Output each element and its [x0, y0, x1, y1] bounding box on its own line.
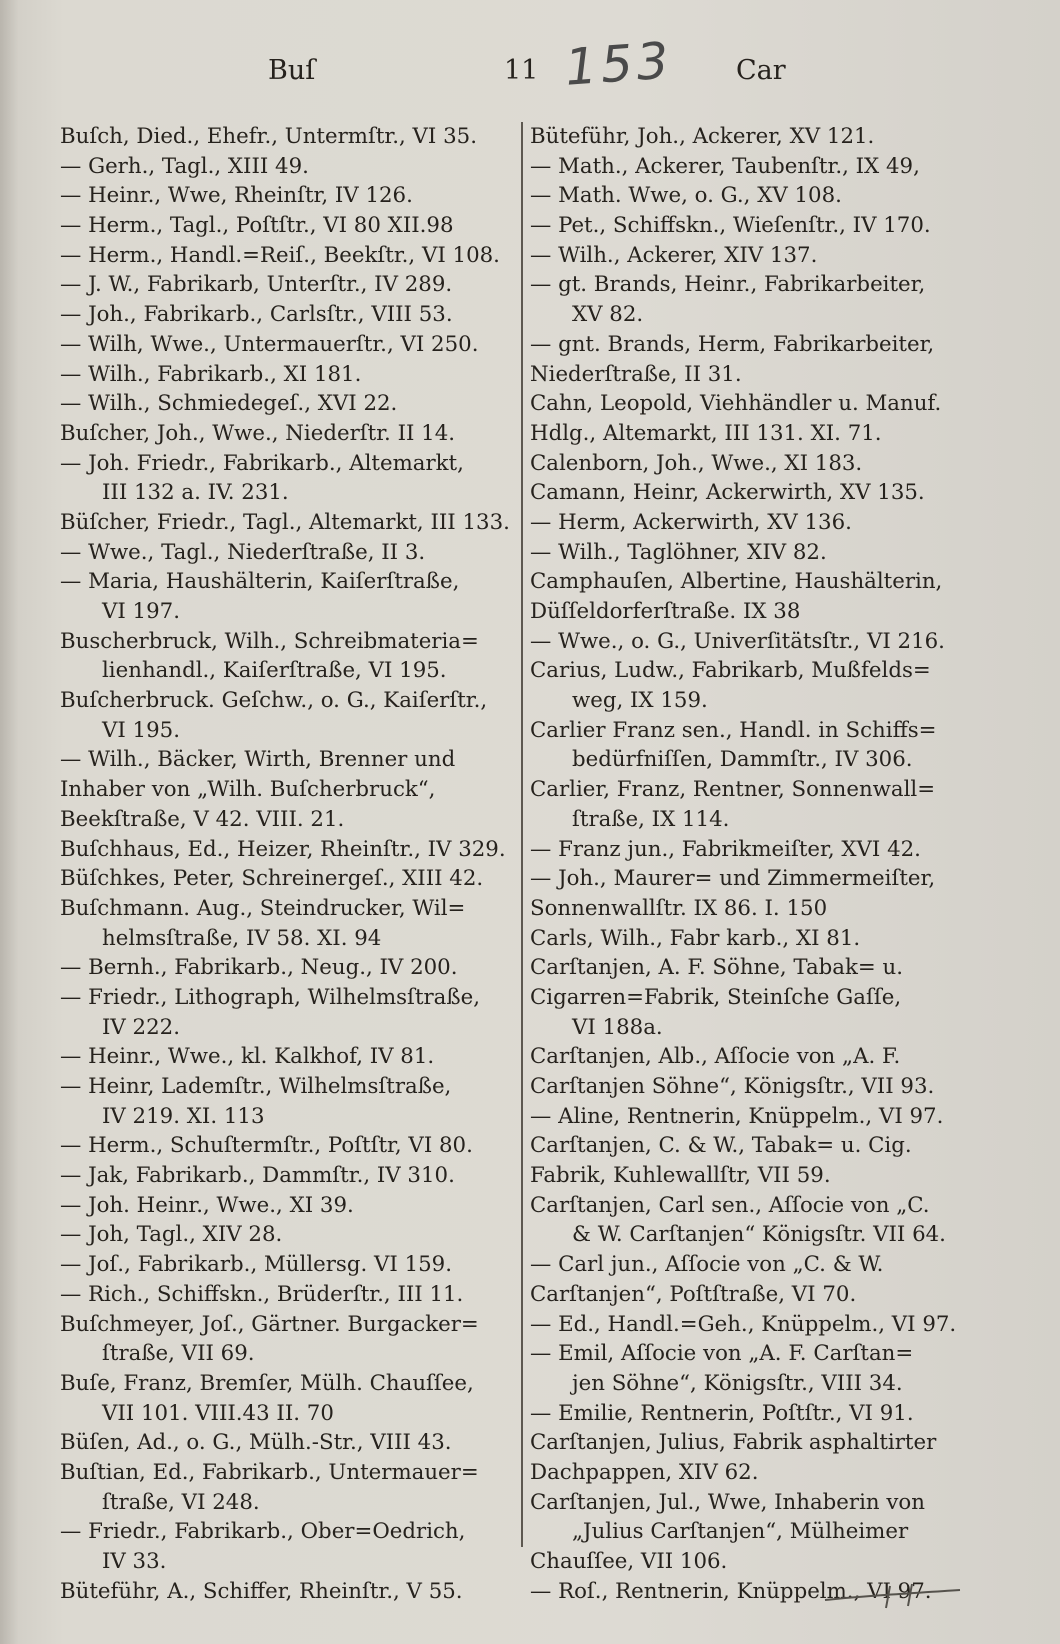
handwritten-page-number: 153 [563, 31, 675, 97]
directory-entry-line: Camann, Heinr, Ackerwirth, XV 135. [530, 480, 925, 506]
directory-entry-line: — Roſ., Rentnerin, Knüppelm., VI 97. [530, 1578, 932, 1604]
directory-entry-line: — Joh. Heinr., Wwe., XI 39. [60, 1192, 354, 1218]
directory-entry-line: Buſe, Franz, Bremſer, Mülh. Chauſſee, [60, 1370, 474, 1396]
directory-entry-line: — J. W., Fabrikarb, Unterſtr., IV 289. [60, 272, 453, 298]
directory-entry-line: Büſcher, Friedr., Tagl., Altemarkt, III 133. [60, 509, 510, 535]
directory-entry-line: — Wilh., Schmiedegeſ., XVI 22. [60, 391, 398, 417]
directory-entry-line: — Aline, Rentnerin, Knüppelm., VI 97. [530, 1103, 944, 1129]
directory-entry-line: bedürfniſſen, Dammſtr., IV 306. [572, 747, 913, 773]
directory-entry-line: Carls, Wilh., Fabr karb., XI 81. [530, 925, 861, 951]
page-header [0, 31, 1060, 97]
page-spine [0, 0, 18, 1644]
directory-entry-line: — Wwe., o. G., Univerſitätsſtr., VI 216. [530, 628, 945, 654]
directory-entry-line: Sonnenwallſtr. IX 86. I. 150 [530, 895, 828, 921]
directory-entry-line: Carſtanjen Söhne“, Königsſtr., VII 93. [530, 1074, 935, 1099]
directory-entry-line: — Wilh, Wwe., Untermauerſtr., VI 250. [60, 331, 479, 357]
directory-entry-line: — Emilie, Rentnerin, Poſtſtr., VI 91. [530, 1400, 914, 1426]
directory-entry-line: — Heinr, Lademſtr., Wilhelmsſtraße, [60, 1074, 452, 1099]
directory-entry-line: — Joh., Maurer= und Zimmermeiſter, [530, 866, 936, 892]
directory-entry-line: Buſchhaus, Ed., Heizer, Rheinſtr., IV 329. [60, 836, 506, 862]
directory-entry-line: Chauſſee, VII 106. [530, 1549, 728, 1574]
directory-entry-line: Buscherbruck, Wilh., Schreibmateria= [60, 628, 479, 654]
directory-entry-line: helmsſtraße, IV 58. XI. 94 [102, 925, 382, 951]
directory-entry-line: Cahn, Leopold, Viehhändler u. Manuf. [530, 391, 942, 417]
directory-entry-line: — Franz jun., Fabrikmeiſter, XVI 42. [530, 836, 921, 862]
directory-entry-line: Buſch, Died., Ehefr., Untermſtr., VI 35. [60, 124, 477, 149]
directory-entry-line: ſtraße, IX 114. [572, 806, 730, 832]
directory-entry-line: — Emil, Aſſocie von „A. F. Carſtan= [530, 1341, 914, 1367]
directory-entry-line: — Friedr., Lithograph, Wilhelmsſtraße, [60, 984, 480, 1010]
page-number: 11 [504, 55, 539, 86]
directory-entry-line: Cigarren=Fabrik, Steinſche Gaſſe, [530, 984, 902, 1010]
directory-entry-line: Carlier Franz sen., Handl. in Schiffs= [530, 717, 937, 743]
directory-entry-line: — Wilh., Bäcker, Wirth, Brenner und [60, 747, 456, 773]
directory-entry-line: — Herm., Schuſtermſtr., Poſtſtr, VI 80. [60, 1133, 473, 1159]
handwritten-scribble [820, 1582, 970, 1612]
directory-entry-line: — Pet., Schiffskn., Wieſenſtr., IV 170. [530, 213, 931, 239]
directory-entry-line: — gt. Brands, Heinr., Fabrikarbeiter, [530, 272, 926, 298]
directory-entry-line: Carſtanjen, C. & W., Tabak= u. Cig. [530, 1133, 912, 1159]
directory-entry-line: — Ed., Handl.=Geh., Knüppelm., VI 97. [530, 1311, 957, 1337]
directory-entry-line: — Joh., Fabrikarb., Carlsſtr., VIII 53. [60, 302, 453, 328]
directory-entry-line: — Gerh., Tagl., XIII 49. [60, 153, 309, 179]
directory-entry-line: — Heinr., Wwe, Rheinſtr, IV 126. [60, 183, 413, 209]
directory-entry-line: Fabrik, Kuhlewallſtr, VII 59. [530, 1163, 831, 1189]
directory-entry-line: III 132 a. IV. 231. [102, 480, 289, 506]
header-right-keyword: Car [736, 55, 786, 86]
directory-entry-line: Inhaber von „Wilh. Buſcherbruck“, [60, 777, 436, 803]
directory-entry-line: lienhandl., Kaiſerſtraße, VI 195. [102, 658, 447, 684]
directory-entry-line: Hdlg., Altemarkt, III 131. XI. 71. [530, 420, 882, 446]
directory-entry-line: — Bernh., Fabrikarb., Neug., IV 200. [60, 955, 458, 981]
directory-entry-line: Carius, Ludw., Fabrikarb, Mußfelds= [530, 658, 931, 684]
directory-entry-line: Carlier, Franz, Rentner, Sonnenwall= [530, 777, 936, 803]
directory-entry-line: — Rich., Schiffskn., Brüderſtr., III 11. [60, 1281, 464, 1307]
directory-entry-line: Büſchkes, Peter, Schreinergeſ., XIII 42. [60, 866, 484, 892]
directory-entry-line: IV 219. XI. 113 [102, 1103, 265, 1129]
directory-entry-line: Carſtanjen, Alb., Aſſocie von „A. F. [530, 1044, 901, 1070]
directory-entry-line: — Joh. Friedr., Fabrikarb., Altemarkt, [60, 450, 464, 476]
directory-entry-line: — Jak, Fabrikarb., Dammſtr., IV 310. [60, 1163, 455, 1189]
directory-entry-line: VI 188a. [572, 1014, 663, 1040]
directory-entry-line: — Math., Ackerer, Taubenſtr., IX 49, [530, 153, 920, 179]
directory-entry-line: Buſcherbruck. Geſchw., o. G., Kaiſerſtr., [60, 688, 488, 714]
directory-entry-line: VI 195. [102, 717, 180, 743]
directory-entry-line: Carſtanjen, Jul., Wwe, Inhaberin von [530, 1489, 925, 1515]
header-left-keyword: Buſ [268, 55, 316, 86]
directory-entry-line: — Herm., Tagl., Poſtſtr., VI 80 XII.98 [60, 213, 454, 239]
directory-entry-line: Camphauſen, Albertine, Haushälterin, [530, 569, 943, 595]
directory-entry-line: & W. Carſtanjen“ Königsſtr. VII 64. [572, 1222, 946, 1248]
directory-entry-line: — Friedr., Fabrikarb., Ober=Oedrich, [60, 1519, 466, 1545]
directory-entry-line: Buſchmeyer, Joſ., Gärtner. Burgacker= [60, 1311, 479, 1337]
left-column [60, 122, 520, 1606]
directory-entry-line: Buſtian, Ed., Fabrikarb., Untermauer= [60, 1459, 479, 1485]
directory-entry-line: — Herm., Handl.=Reiſ., Beekſtr., VI 108. [60, 242, 500, 268]
directory-entry-line: — Maria, Haushälterin, Kaiſerſtraße, [60, 569, 460, 595]
directory-entry-line: — Math. Wwe, o. G., XV 108. [530, 183, 842, 209]
directory-entry-line: Niederſtraße, II 31. [530, 361, 742, 387]
directory-entry-line: — Wilh., Fabrikarb., XI 181. [60, 361, 362, 387]
directory-entry-line: Buſchmann. Aug., Steindrucker, Wil= [60, 895, 466, 921]
directory-entry-line: Beekſtraße, V 42. VIII. 21. [60, 806, 345, 832]
directory-entry-line: — Wilh., Ackerer, XIV 137. [530, 242, 818, 268]
directory-entry-line: Büſen, Ad., o. G., Mülh.-Str., VIII 43. [60, 1430, 452, 1456]
directory-entry-line: IV 222. [102, 1014, 180, 1040]
directory-entry-line: — Carl jun., Aſſocie von „C. & W. [530, 1252, 884, 1278]
directory-entry-line: Carſtanjen, Carl sen., Aſſocie von „C. [530, 1192, 930, 1218]
directory-entry-line: Carſtanjen, A. F. Söhne, Tabak= u. [530, 955, 903, 981]
directory-entry-line: Buſcher, Joh., Wwe., Niederſtr. II 14. [60, 420, 456, 446]
directory-entry-line: Büteführ, A., Schiffer, Rheinſtr., V 55. [60, 1578, 463, 1604]
directory-entry-line: — Joh, Tagl., XIV 28. [60, 1222, 283, 1248]
directory-entry-line: ſtraße, VI 248. [102, 1489, 260, 1515]
directory-entry-line: — Wwe., Tagl., Niederſtraße, II 3. [60, 539, 426, 565]
directory-entry-line: Calenborn, Joh., Wwe., XI 183. [530, 450, 863, 476]
directory-entry-line: Düſſeldorferſtraße. IX 38 [530, 599, 801, 624]
directory-entry-line: ſtraße, VII 69. [102, 1341, 255, 1367]
directory-entry-line: — Joſ., Fabrikarb., Müllersg. VI 159. [60, 1252, 453, 1278]
directory-entry-line: Carſtanjen“, Poſtſtraße, VI 70. [530, 1281, 857, 1307]
directory-entry-line: — Herm, Ackerwirth, XV 136. [530, 509, 852, 535]
directory-entry-line: XV 82. [572, 302, 644, 328]
right-column [530, 122, 1000, 1606]
directory-entry-line: „Julius Carſtanjen“, Mülheimer [572, 1519, 909, 1545]
directory-entry-line: — Wilh., Taglöhner, XIV 82. [530, 539, 827, 565]
directory-entry-line: VII 101. VIII.43 II. 70 [102, 1400, 334, 1426]
directory-entry-line: Dachpappen, XIV 62. [530, 1459, 759, 1485]
directory-entry-line: jen Söhne“, Königsſtr., VIII 34. [572, 1370, 903, 1396]
directory-entry-line: Büteführ, Joh., Ackerer, XV 121. [530, 124, 875, 149]
directory-entry-line: — Heinr., Wwe., kl. Kalkhof, IV 81. [60, 1044, 435, 1070]
directory-entry-line: IV 33. [102, 1549, 167, 1574]
directory-entry-line: — gnt. Brands, Herm, Fabrikarbeiter, [530, 331, 935, 357]
column-divider [521, 122, 523, 1547]
directory-entry-line: VI 197. [102, 599, 180, 624]
directory-entry-line: Carſtanjen, Julius, Fabrik asphaltirter [530, 1430, 937, 1456]
directory-entry-line: weg, IX 159. [572, 688, 708, 714]
